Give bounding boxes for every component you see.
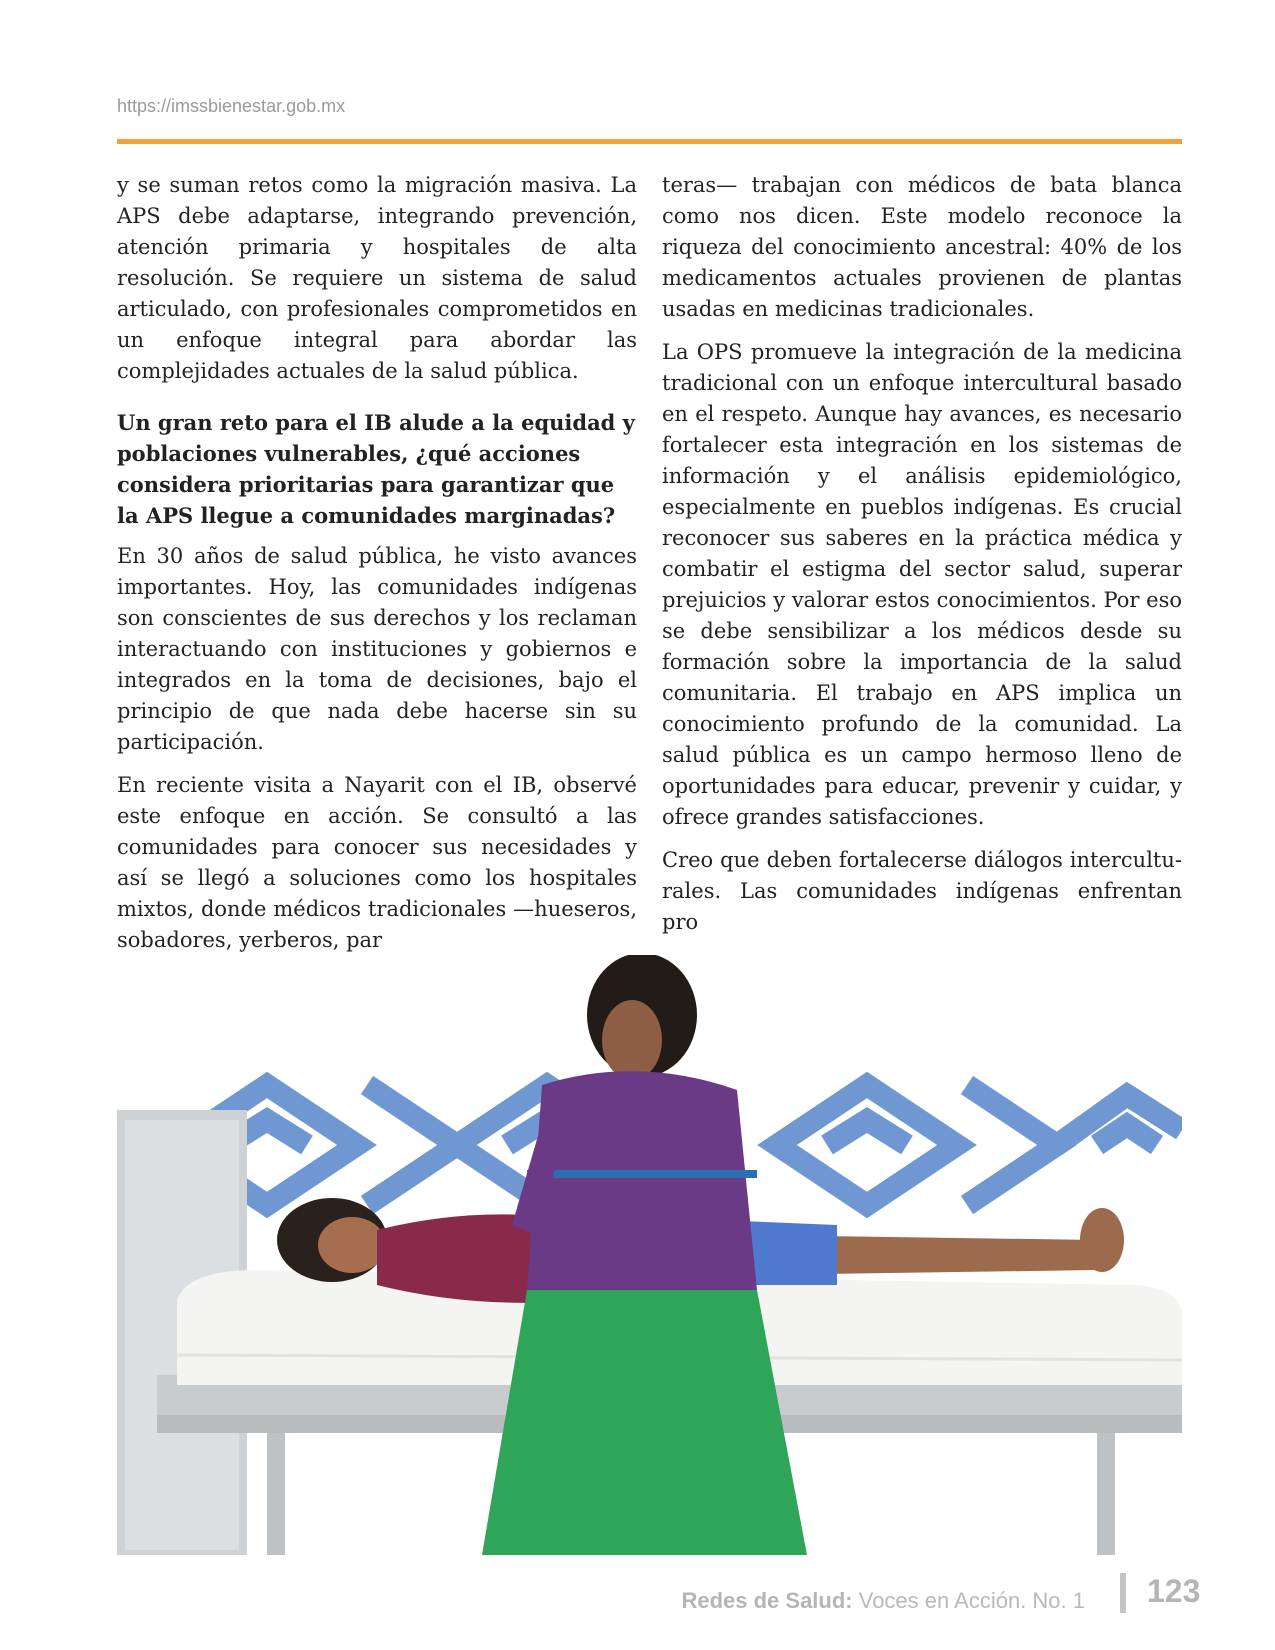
- header-url: https://imssbienestar.gob.mx: [117, 96, 346, 116]
- left-paragraph-1: y se suman retos como la migración masiva. La APS debe adaptarse, integrando prevención, atención primaria y hospitales de alta resolución. Se requiere un sistema de salud articulado, con profesionales comprometidos en un enfoque integral para abordar las complejidades actuales de la salud pública.: [117, 173, 637, 383]
- footer-publication-bold: Redes de Salud:: [681, 1588, 853, 1613]
- right-paragraph-1: teras— trabajan con médicos de bata blanca como nos dicen. Este modelo reconoce la riqueza del conocimiento ancestral: 40% de los medicamentos actuales provienen de plantas usadas en medicinas tradicionales.: [662, 173, 1182, 321]
- right-paragraph-3: Creo que deben fortalecerse diálogos interculturales. Las comunidades indígenas enfrentan pro: [662, 848, 1182, 934]
- article-photo: [117, 955, 1182, 1555]
- left-paragraph-2: En 30 años de salud pública, he visto avances importantes. Hoy, las comunidades indígenas son conscientes de sus derechos y los reclaman interactuando con instituciones y gobiernos e integrados en la toma de decisiones, bajo el principio de que nada debe hacerse sin su participación.: [117, 544, 637, 754]
- right-column: [662, 170, 1182, 950]
- left-paragraph-3: En reciente visita a Nayarit con el IB, observé este enfoque en acción. Se consultó a las comunidades para conocer sus necesidades y así se llegó a soluciones como los hospitales mixtos, donde médicos tradicionales —hueseros, sobadores, yerberos, par: [117, 773, 637, 952]
- footer-separator: [1120, 1573, 1126, 1613]
- footer-publication-rest: Voces en Acción. No. 1: [852, 1588, 1085, 1613]
- footer-publication: [681, 1588, 1085, 1614]
- interview-question: Un gran reto para el IB alude a la equidad y poblaciones vulnerables, ¿qué acciones considera prioritarias para garantizar que la APS llegue a comunidades marginadas?: [117, 410, 635, 528]
- left-column: [117, 170, 637, 968]
- header-divider: [117, 139, 1182, 144]
- right-paragraph-2: La OPS promueve la integración de la medicina tradicional con un enfoque intercultural basado en el respeto. Aunque hay avances, es necesario fortalecer esta integración en los sistemas de información y el análisis epidemiológico, especialmente en pueblos indígenas. Es crucial reconocer sus saberes en la práctica médica y combatir el estigma del sector salud, superar prejuicios y valorar estos conocimientos. Por eso se debe sensibilizar a los médicos desde su formación sobre la importancia de la salud comunitaria. El trabajo en APS implica un conocimiento profundo de la comunidad. La salud pública es un campo hermoso lleno de oportunidades para educar, prevenir y cuidar, y ofrece grandes satisfacciones.: [662, 340, 1182, 829]
- page-number: 123: [1147, 1573, 1201, 1609]
